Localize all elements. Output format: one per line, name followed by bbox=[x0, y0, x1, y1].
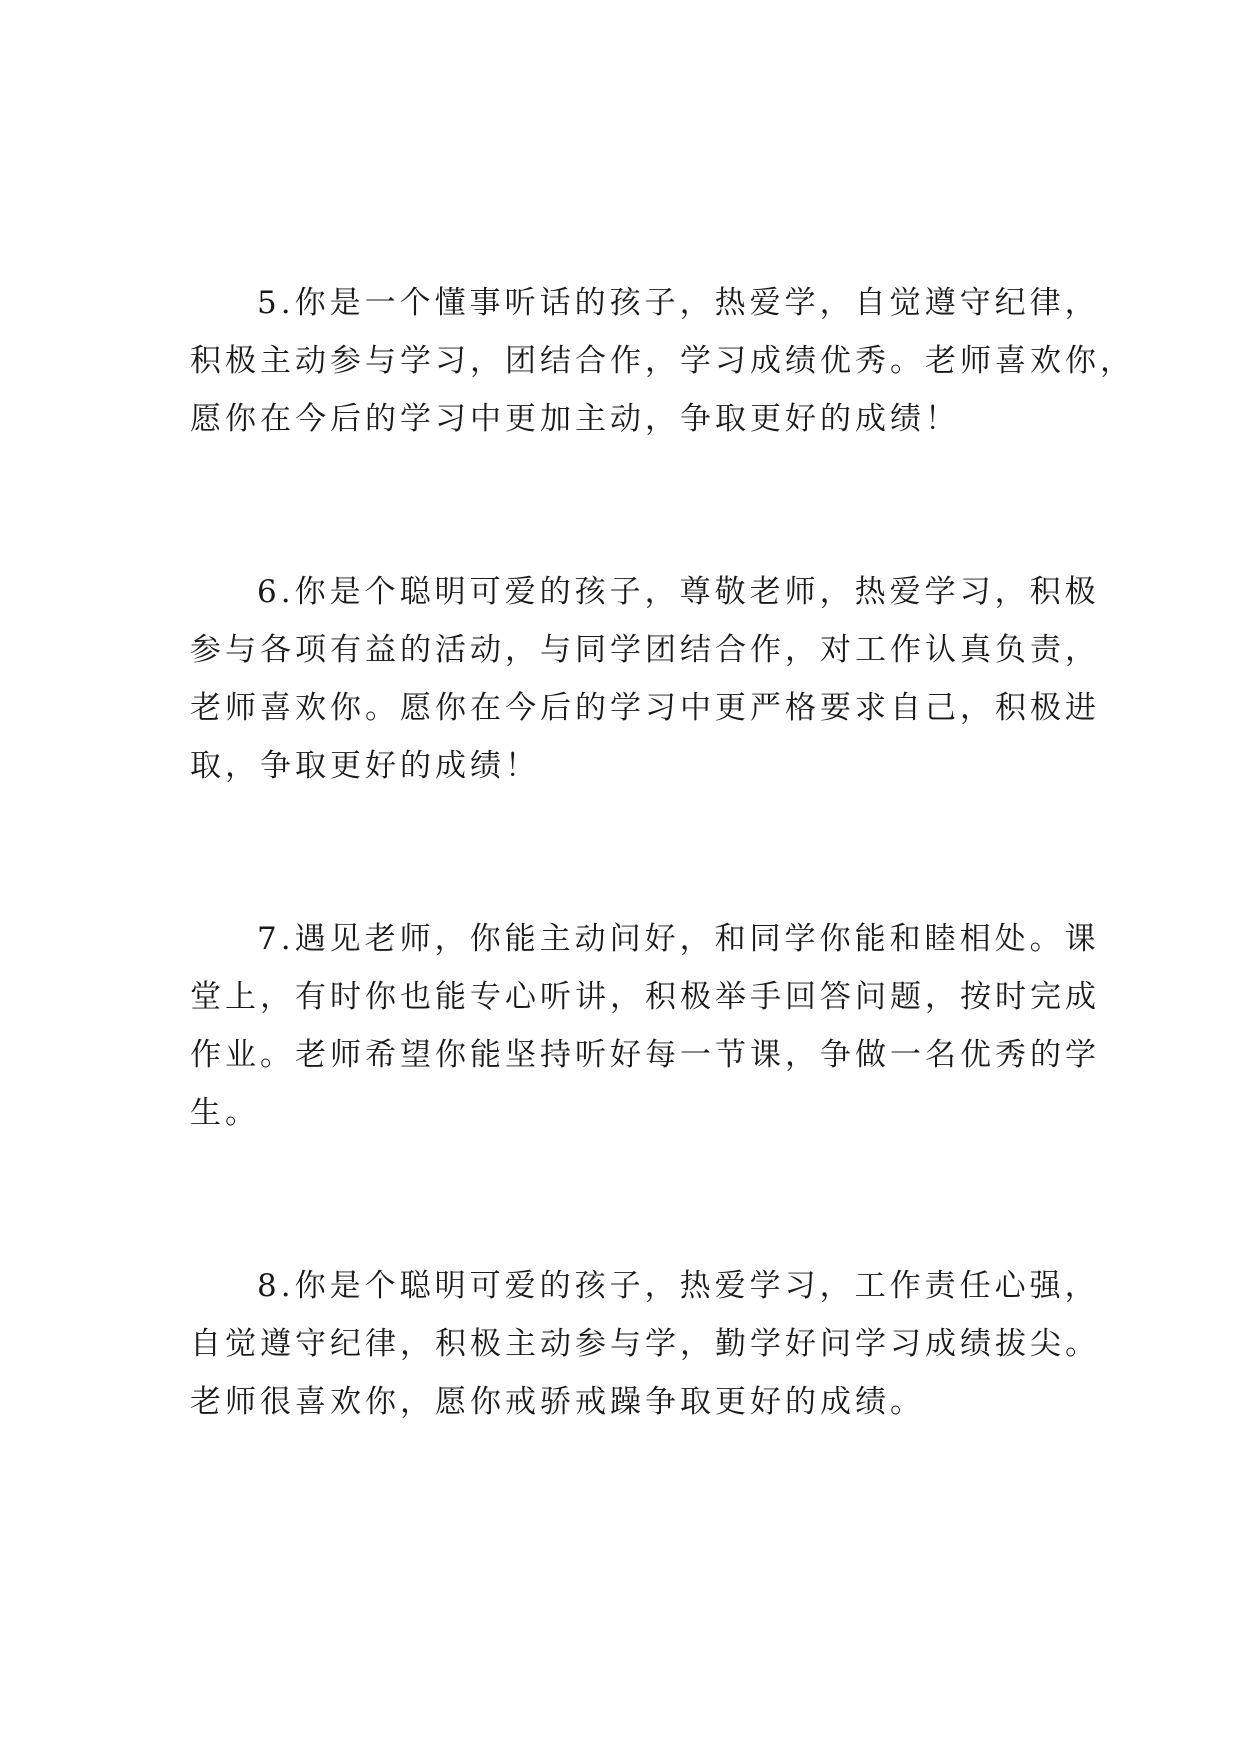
paragraph-line: 8.你是个聪明可爱的孩子，热爱学习，工作责任心强， bbox=[257, 1268, 1100, 1304]
paragraph-line: 堂上，有时你也能专心听讲，积极举手回答问题，按时完成 bbox=[190, 979, 1100, 1015]
paragraph-line: 生。 bbox=[190, 1095, 260, 1131]
paragraph-line: 5.你是一个懂事听话的孩子，热爱学，自觉遵守纪律， bbox=[257, 285, 1100, 321]
paragraph-5 bbox=[190, 274, 1135, 448]
paragraph-line: 愿你在今后的学习中更加主动，争取更好的成绩！ bbox=[190, 401, 960, 437]
paragraph-line: 积极主动参与学习，团结合作，学习成绩优秀。老师喜欢你， bbox=[190, 343, 1135, 379]
paragraph-8 bbox=[190, 1257, 1100, 1431]
paragraph-line: 老师喜欢你。愿你在今后的学习中更严格要求自己，积极进 bbox=[190, 690, 1100, 726]
paragraph-line: 自觉遵守纪律，积极主动参与学，勤学好问学习成绩拔尖。 bbox=[190, 1326, 1100, 1362]
paragraph-7 bbox=[190, 910, 1100, 1142]
paragraph-line: 6.你是个聪明可爱的孩子，尊敬老师，热爱学习，积极 bbox=[257, 574, 1100, 610]
paragraph-line: 取，争取更好的成绩！ bbox=[190, 748, 540, 784]
paragraph-line: 参与各项有益的活动，与同学团结合作，对工作认真负责， bbox=[190, 632, 1100, 668]
paragraph-line: 老师很喜欢你，愿你戒骄戒躁争取更好的成绩。 bbox=[190, 1384, 925, 1420]
paragraph-line: 作业。老师希望你能坚持听好每一节课，争做一名优秀的学 bbox=[190, 1037, 1100, 1073]
paragraph-6 bbox=[190, 563, 1100, 795]
paragraph-line: 7.遇见老师，你能主动问好，和同学你能和睦相处。课 bbox=[257, 921, 1100, 957]
